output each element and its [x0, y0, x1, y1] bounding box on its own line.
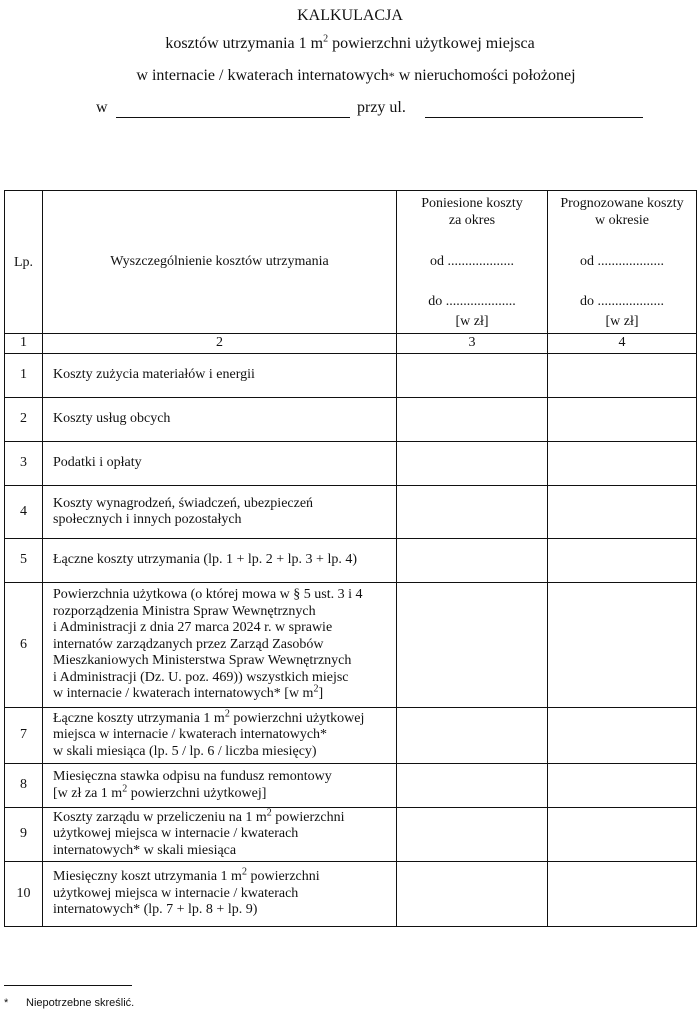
description-line: internatowych* (lp. 7 + lp. 8 + lp. 9): [53, 902, 258, 918]
column-number: 1: [5, 334, 43, 354]
description-line: Powierzchnia użytkowa (o której mowa w § 5 ust. 3 i 4: [53, 587, 363, 603]
description-line: Koszty zarządu w przeliczeniu na 1 $m^2$ powierzchni: [53, 807, 345, 825]
description-line: [w zł za 1 $m^2$ powierzchni użytkowej]: [53, 782, 267, 801]
row-number: 5: [5, 539, 43, 583]
table-row: [5, 539, 697, 583]
header-line: Prognozowane koszty: [560, 196, 684, 211]
column-number: 2: [43, 334, 397, 354]
description-line: społecznych i innych pozostałych: [53, 512, 242, 527]
table-row: [5, 862, 697, 927]
incurred-cost-cell[interactable]: [397, 442, 548, 486]
superscript: 2: [323, 33, 329, 45]
row-description: [43, 708, 397, 764]
table-row: [5, 442, 697, 486]
description-line: Podatki i opłaty: [53, 455, 142, 471]
description-line: Łączne koszty utrzymania 1 $m^2$ powierzchni użytkowej: [53, 708, 365, 726]
document-subtitle-line-2: [6, 66, 700, 86]
incurred-cost-cell[interactable]: [397, 486, 548, 539]
table-row: [5, 808, 697, 862]
table-row: [5, 764, 697, 808]
forecast-cost-cell[interactable]: [548, 764, 697, 808]
row-number: 7: [5, 708, 43, 764]
row-number: 2: [5, 398, 43, 442]
document-title: KALKULACJA: [297, 7, 403, 24]
description-line: rozporządzenia Ministra Spraw Wewnętrznych: [53, 603, 316, 619]
header-lp: [5, 191, 43, 334]
column-number: 3: [397, 334, 548, 354]
description-line: w internacie / kwaterach internatowych* [w $m^2$]: [53, 683, 324, 702]
description-line: użytkowej miejsca w internacie / kwaterach: [53, 826, 299, 842]
header-description: Wyszczególnienie kosztów utrzymania: [43, 191, 397, 334]
row-description: [43, 583, 397, 708]
header-forecast-costs: [548, 191, 697, 334]
description-line: internatów zarządzanych przez Zarząd Zasobów: [53, 636, 324, 652]
incurred-cost-cell[interactable]: [397, 583, 548, 708]
table-header-row: [5, 191, 697, 334]
unit-label: [w zł]: [455, 314, 489, 329]
forecast-cost-cell[interactable]: [548, 398, 697, 442]
row-description: [43, 398, 397, 442]
row-number: 1: [5, 354, 43, 398]
column-number-row: [5, 334, 697, 354]
description-line: Mieszkaniowych Ministerstwa Spraw Wewnętrznych: [53, 653, 352, 669]
w-label: w: [96, 99, 108, 116]
description-line: i Administracji (Dz. U. poz. 469)) wszystkich miejsc: [53, 669, 349, 685]
period-to: do ....................: [428, 294, 516, 309]
row-number: 3: [5, 442, 43, 486]
description-line: i Administracji z dnia 27 marca 2024 r. w sprawie: [53, 620, 333, 636]
description-line: Miesięczny koszt utrzymania 1 $m^2$ powierzchni: [53, 866, 320, 885]
row-description: [43, 486, 397, 539]
forecast-cost-cell[interactable]: [548, 354, 697, 398]
forecast-cost-cell[interactable]: [548, 486, 697, 539]
period-from: od ...................: [580, 254, 664, 269]
footnote-text: Niepotrzebne skreślić.: [26, 997, 135, 1009]
footnote-marker: *: [4, 997, 9, 1009]
description-line: Koszty usług obcych: [53, 411, 171, 427]
forecast-cost-cell[interactable]: [548, 708, 697, 764]
row-number: 8: [5, 764, 43, 808]
superscript: 2: [266, 807, 272, 819]
description-line: Łączne koszty utrzymania (lp. 1 + lp. 2 + lp. 3 + lp. 4): [53, 552, 358, 568]
footnote-marker: *: [388, 69, 395, 83]
row-number: 6: [5, 583, 43, 708]
period-from: od ...................: [430, 254, 514, 269]
superscript: 2: [241, 866, 247, 878]
incurred-cost-cell[interactable]: [397, 764, 548, 808]
row-description: [43, 862, 397, 927]
footnote: [4, 997, 134, 1009]
description-line: w skali miesiąca (lp. 5 / lp. 6 / liczba miesięcy): [53, 743, 317, 759]
period-to: do ...................: [580, 294, 664, 309]
cost-calculation-table: [4, 190, 697, 927]
row-description: [43, 354, 397, 398]
forecast-cost-cell[interactable]: [548, 583, 697, 708]
table-row: [5, 486, 697, 539]
incurred-cost-cell[interactable]: [397, 398, 548, 442]
unit-label: [w zł]: [605, 314, 639, 329]
street-blank-field[interactable]: [425, 117, 643, 118]
document-subtitle-line-1: [0, 34, 700, 54]
superscript: 2: [224, 708, 230, 720]
row-description: [43, 808, 397, 862]
superscript: 2: [313, 683, 319, 695]
locality-blank-field[interactable]: [116, 117, 350, 118]
table-row: [5, 583, 697, 708]
street-label: przy ul.: [357, 99, 406, 116]
footnote-separator: [4, 985, 132, 986]
forecast-cost-cell[interactable]: [548, 862, 697, 927]
description-line: Miesięczna stawka odpisu na fundusz remontowy: [53, 769, 332, 784]
subtitle-text: kosztów utrzymania 1 m: [165, 35, 324, 52]
incurred-cost-cell[interactable]: [397, 808, 548, 862]
header-line: w okresie: [594, 213, 650, 228]
row-description: [43, 539, 397, 583]
table-row: [5, 398, 697, 442]
subtitle-text: w internacie / kwaterach internatowych: [136, 67, 389, 84]
header-lp-text: Lp.: [13, 254, 34, 270]
header-line: Poniesione koszty: [421, 196, 523, 211]
row-number: 9: [5, 808, 43, 862]
superscript: 2: [122, 782, 128, 794]
incurred-cost-cell[interactable]: [397, 354, 548, 398]
description-line: internatowych* w skali miesiąca: [53, 842, 237, 858]
column-number: 4: [548, 334, 697, 354]
row-number: 4: [5, 486, 43, 539]
table-row: [5, 708, 697, 764]
forecast-cost-cell[interactable]: [548, 442, 697, 486]
row-description: [43, 442, 397, 486]
description-line: Koszty zużycia materiałów i energii: [53, 367, 255, 383]
header-line: za okres: [448, 213, 496, 228]
header-incurred-costs: [397, 191, 548, 334]
description-line: użytkowej miejsca w internacie / kwaterach: [53, 885, 299, 901]
forecast-cost-cell[interactable]: [548, 808, 697, 862]
incurred-cost-cell[interactable]: [397, 539, 548, 583]
description-line: miejsca w internacie / kwaterach internatowych*: [53, 727, 328, 743]
table-row: [5, 354, 697, 398]
description-line: Koszty wynagrodzeń, świadczeń, ubezpieczeń: [53, 495, 314, 511]
incurred-cost-cell[interactable]: [397, 708, 548, 764]
subtitle-text: powierzchni użytkowej miejsca: [328, 35, 535, 52]
subtitle-text: w nieruchomości położonej: [394, 67, 576, 84]
incurred-cost-cell[interactable]: [397, 862, 548, 927]
row-number: 10: [5, 862, 43, 927]
row-description: [43, 764, 397, 808]
forecast-cost-cell[interactable]: [548, 539, 697, 583]
